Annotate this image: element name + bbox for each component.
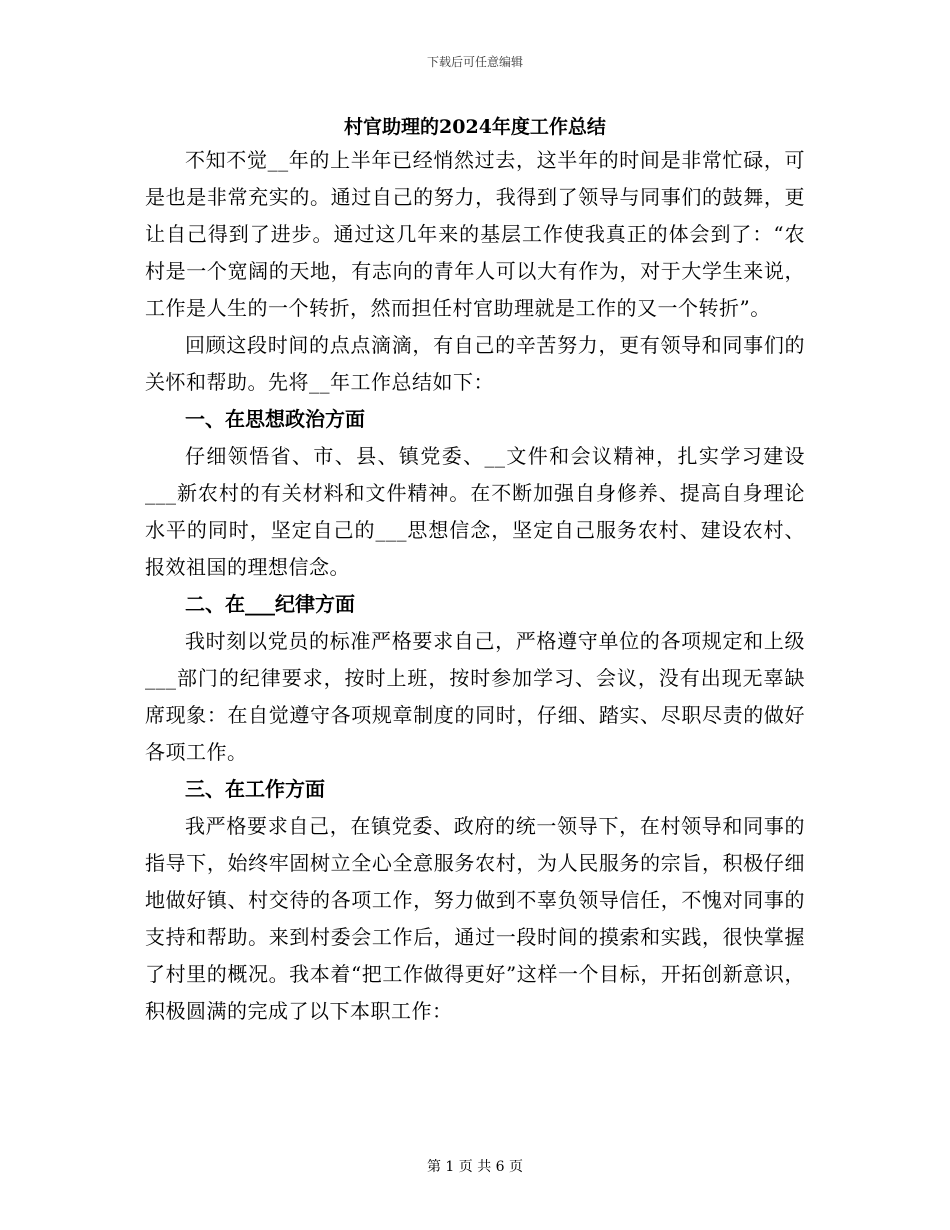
review-paragraph: 回顾这段时间的点点滴滴，有自己的辛苦努力，更有领导和同事们的关怀和帮助。先将__年工作总结如下：	[145, 333, 805, 394]
section-text-work: 我严格要求自己，在镇党委、政府的统一领导下，在村领导和同事的指导下，始终牢固树立全心全意服务农村，为人民服务的宗旨，积极仔细地做好镇、村交待的各项工作，努力做到不辜负领导信任，不愧对同事的支持和帮助。来到村委会工作后，通过一段时间的摸索和实践，很快掌握了村里的概况。我本着“把工作做得更好”这样一个目标，开拓创新意识，积极圆满的完成了以下本职工作：	[145, 814, 805, 1023]
document-title: 村官助理的2024年度工作总结	[344, 116, 606, 138]
page-number-footer: 第 1 页 共 6 页	[426, 1159, 524, 1175]
section-text-political: 仔细领悟省、市、县、镇党委、__文件和会议精神，扎实学习建设___新农村的有关材料和文件精神。在不断加强自身修养、提高自身理论水平的同时，坚定自己的___思想信念，坚定自己服务农村、建设农村、报效祖国的理想信念。	[145, 444, 805, 579]
section-text-discipline: 我时刻以党员的标准严格要求自己，严格遵守单位的各项规定和上级___部门的纪律要求，按时上班，按时参加学习、会议，没有出现无辜缺席现象：在自觉遵守各项规章制度的同时，仔细、踏实、尽职尽责的做好各项工作。	[145, 629, 805, 764]
section-heading-work: 三、在工作方面	[185, 777, 325, 801]
intro-paragraph: 不知不觉__年的上半年已经悄然过去，这半年的时间是非常忙碌，可是也是非常充实的。通过自己的努力，我得到了领导与同事们的鼓舞，更让自己得到了进步。通过这几年来的基层工作使我真正的体会到了：“农村是一个宽阔的天地，有志向的青年人可以大有作为，对于大学生来说，工作是人生的一个转折，然而担任村官助理就是工作的又一个转折”。	[145, 148, 805, 320]
document-body	[145, 112, 805, 1030]
section-heading-discipline: 二、在___纪律方面	[185, 592, 355, 616]
section-heading-political: 一、在思想政治方面	[185, 407, 365, 431]
page-header-note: 下载后可任意编辑	[426, 55, 523, 69]
